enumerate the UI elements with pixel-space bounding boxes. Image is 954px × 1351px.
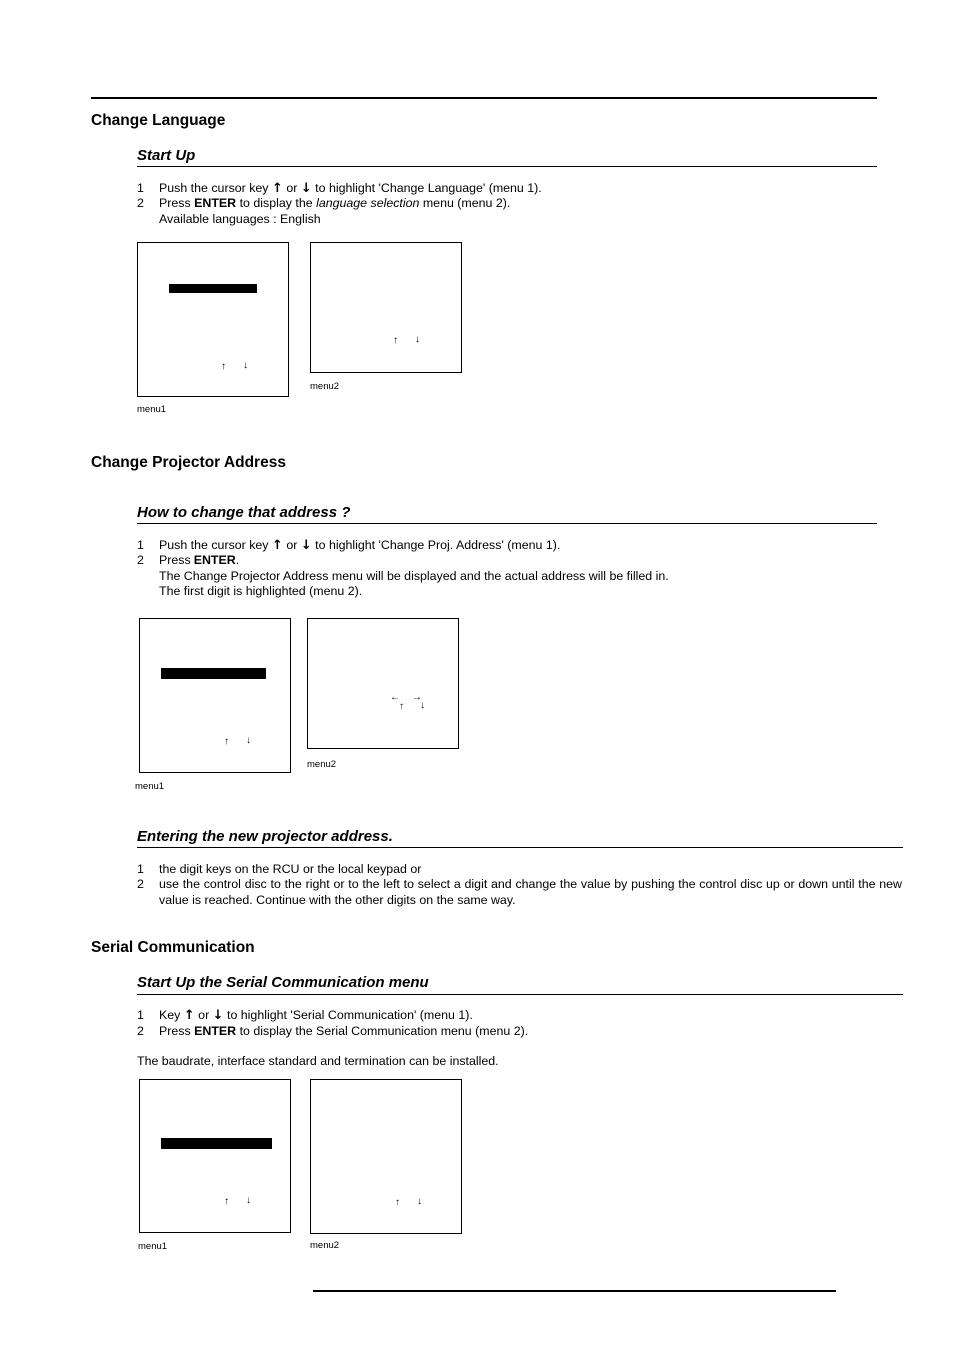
subtitle-rule xyxy=(137,523,877,524)
step-text-pre: Push the cursor key xyxy=(159,181,269,195)
subtitle-serial-start-up: Start Up the Serial Communication menu xyxy=(137,974,429,991)
section-title-serial: Serial Communication xyxy=(91,939,255,956)
section-title-address: Change Projector Address xyxy=(91,454,286,471)
step-text-italic: language selection xyxy=(316,196,420,210)
subtitle-rule xyxy=(137,994,903,995)
subtitle-rule xyxy=(137,166,877,167)
step-text xyxy=(159,181,542,196)
subtitle-rule xyxy=(137,847,903,848)
item-number: 1 xyxy=(137,862,144,876)
arrow-up-icon: ↑ xyxy=(183,1008,195,1023)
serial-note: The baudrate, interface standard and termination can be installed. xyxy=(137,1054,499,1068)
step-number: 1 xyxy=(137,1008,144,1022)
step-text-key: ENTER xyxy=(194,196,237,210)
menu1-caption: menu1 xyxy=(135,781,165,792)
step-text-or: or xyxy=(286,181,298,195)
step-text-or: or xyxy=(198,1008,210,1022)
section-title-language: Change Language xyxy=(91,112,226,129)
step-text-pre: Push the cursor key xyxy=(159,538,269,552)
address-description: The first digit is highlighted (menu 2). xyxy=(159,584,363,598)
arrow-up-icon: ↑ xyxy=(399,701,404,712)
step-number: 2 xyxy=(137,196,144,210)
step-text-post: to highlight 'Change Language' (menu 1). xyxy=(315,181,542,195)
subtitle-entering: Entering the new projector address. xyxy=(137,828,393,845)
step-text-post: menu (menu 2). xyxy=(422,196,511,210)
menu2-box xyxy=(310,1079,462,1234)
menu-highlight-bar xyxy=(161,1138,272,1149)
step-text-post: to display the Serial Communication menu (menu 2). xyxy=(239,1024,529,1038)
step-text-pre: Press xyxy=(159,553,191,567)
menu-highlight-bar xyxy=(161,668,266,679)
header-rule xyxy=(91,97,877,99)
step-text-key: ENTER xyxy=(194,1024,237,1038)
footer-rule xyxy=(313,1290,836,1292)
arrow-down-icon: ↓ xyxy=(420,700,425,711)
menu2-caption: menu2 xyxy=(307,759,337,770)
menu2-caption: menu2 xyxy=(310,381,340,392)
arrow-left-icon: ← xyxy=(390,692,400,703)
step-text-pre: Press xyxy=(159,1024,191,1038)
available-languages: Available languages : English xyxy=(159,212,321,226)
menu1-box xyxy=(139,618,291,773)
arrow-down-icon: ↓ xyxy=(300,181,312,196)
step-text xyxy=(159,553,239,568)
step-text-post: to highlight 'Change Proj. Address' (menu 1). xyxy=(315,538,561,552)
arrow-up-icon: ↑ xyxy=(224,1196,229,1207)
step-text xyxy=(159,538,560,553)
menu1-box xyxy=(137,242,289,397)
menu2-caption: menu2 xyxy=(310,1240,340,1251)
menu1-caption: menu1 xyxy=(137,404,167,415)
arrow-up-icon: ↑ xyxy=(221,361,226,372)
step-text xyxy=(159,1024,528,1039)
subtitle-start-up: Start Up xyxy=(137,147,196,164)
step-text xyxy=(159,1008,473,1023)
arrow-down-icon: ↓ xyxy=(417,1196,422,1207)
item-text: use the control disc to the right or to the left to select a digit and change the value by pushing the control disc up or down until the new value is reached. Continue with the other digits on the same way. xyxy=(159,877,902,907)
arrow-up-icon: ↑ xyxy=(395,1197,400,1208)
arrow-up-icon: ↑ xyxy=(271,181,283,196)
menu1-caption: menu1 xyxy=(138,1241,168,1252)
arrow-up-icon: ↑ xyxy=(224,736,229,747)
address-description: The Change Projector Address menu will be displayed and the actual address will be filled in. xyxy=(159,569,669,583)
step-number: 1 xyxy=(137,538,144,552)
arrow-down-icon: ↓ xyxy=(243,360,248,371)
subtitle-how-to: How to change that address ? xyxy=(137,504,351,521)
arrow-up-icon: ↑ xyxy=(271,538,283,553)
arrow-right-icon: → xyxy=(412,692,422,703)
arrow-down-icon: ↓ xyxy=(246,735,251,746)
arrow-down-icon: ↓ xyxy=(415,334,420,345)
arrow-down-icon: ↓ xyxy=(212,1008,224,1023)
step-text-pre: Press xyxy=(159,196,191,210)
step-number: 2 xyxy=(137,553,144,567)
step-number: 1 xyxy=(137,181,144,195)
menu2-box xyxy=(307,618,459,749)
arrow-up-icon: ↑ xyxy=(393,335,398,346)
step-text-pre: Key xyxy=(159,1008,181,1022)
item-number: 2 xyxy=(137,877,144,891)
step-text xyxy=(159,196,510,211)
step-text-post: . xyxy=(235,553,240,567)
step-text-post: to highlight 'Serial Communication' (menu 1). xyxy=(227,1008,473,1022)
step-number: 2 xyxy=(137,1024,144,1038)
menu2-box xyxy=(310,242,462,373)
step-text-key: ENTER xyxy=(193,553,236,567)
menu1-box xyxy=(139,1079,291,1233)
arrow-down-icon: ↓ xyxy=(300,538,312,553)
item-text: the digit keys on the RCU or the local keypad or xyxy=(159,862,422,876)
step-text-or: or xyxy=(286,538,298,552)
menu-highlight-bar xyxy=(169,284,257,293)
arrow-down-icon: ↓ xyxy=(246,1195,251,1206)
step-text-mid: to display the xyxy=(239,196,313,210)
